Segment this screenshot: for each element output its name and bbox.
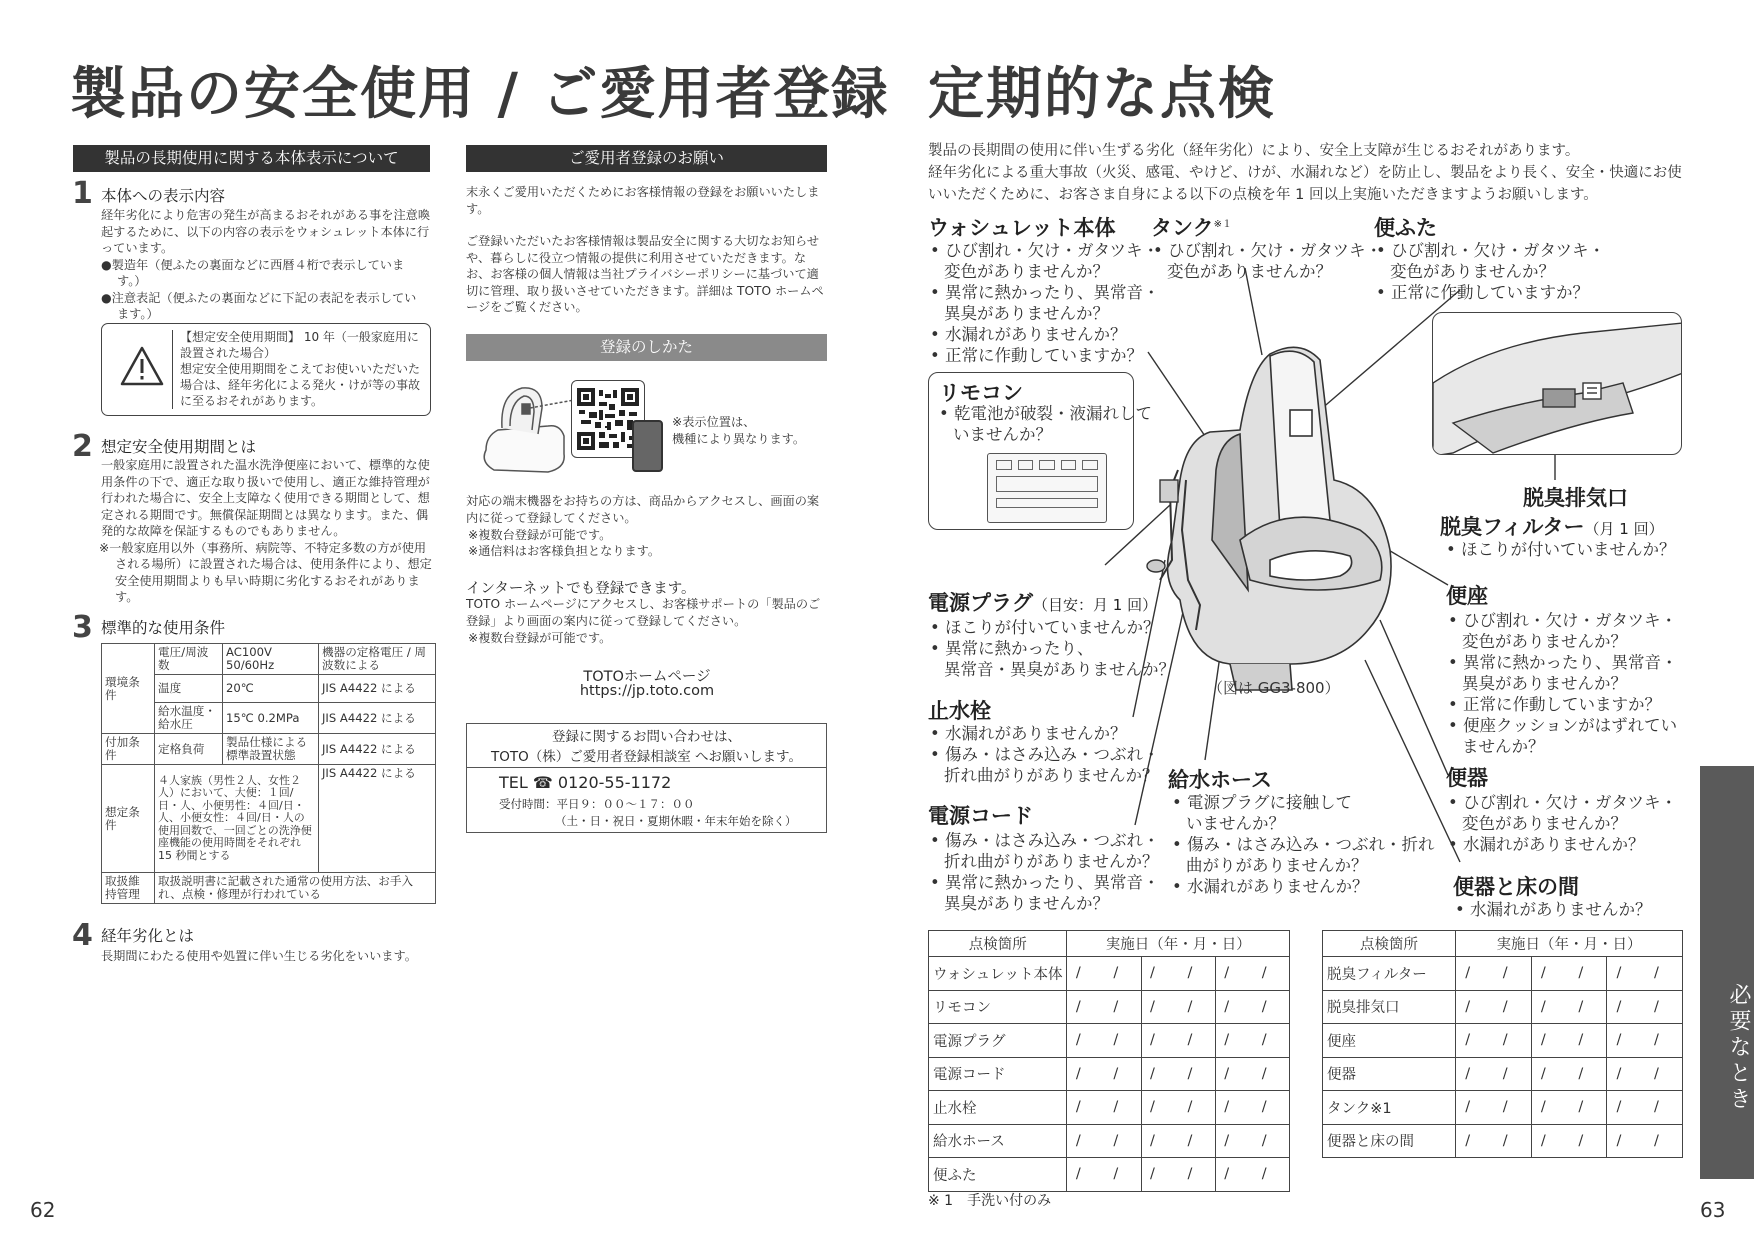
date-entry-cell[interactable]: / / [1607, 990, 1683, 1024]
seat-q4b: ませんか？ [1462, 737, 1545, 756]
table-header-row [929, 931, 1290, 957]
toilet-illustration [1120, 330, 1420, 700]
water-hose-label: 給水ホース [1168, 768, 1272, 792]
date-entry-cell[interactable]: / / [1607, 957, 1683, 991]
inspection-item: 脱臭排気口 [1323, 990, 1456, 1024]
seat-q3: • 正常に作動していますか？ [1448, 695, 1661, 714]
warning-text: 【想定安全使用期間】 10 年（一般家庭用に設置された場合） 想定安全使用期間をこえてお使いいただいた場合は、経年劣化による発火・けが等の事故に至るおそれがあります。 [180, 330, 421, 408]
bowl-label: 便器 [1446, 766, 1488, 790]
page-title-right: 定期的な点検 [928, 62, 1276, 127]
hose-q2b: 曲がりがありませんか？ [1186, 856, 1368, 875]
table-cell: JIS A4422 による [319, 675, 436, 703]
s2-body-text: 一般家庭用に設置された温水洗浄便座において、標準的な使用条件の下で、適正な取り扱いで使用し、適正な維持管理が行われた場合に、安全上支障なく使用できる期間として、想定される期間です。無償保証期間とは異なります。また、偶発的な故障を保証するものでもありません。 [101, 458, 430, 538]
inspection-item: 止水栓 [929, 1091, 1067, 1125]
toto-homepage-link[interactable]: https://jp.toto.com [579, 683, 715, 699]
s1-bullet-1: ●製造年（便ふたの裏面などに西暦４桁で表示していま す。） [101, 257, 417, 288]
plug-frequency: （目安：月 1 回） [1033, 596, 1158, 614]
washlet-q2b: 異臭がありませんか？ [944, 304, 1109, 323]
date-entry-cell[interactable]: / / [1607, 1057, 1683, 1091]
date-entry-cell[interactable]: / / [1607, 1091, 1683, 1125]
remote-q1: • 乾電池が破裂・液漏れして [939, 404, 1152, 423]
valve-q2b: 折れ曲がりがありませんか？ [944, 766, 1159, 785]
date-entry-cell[interactable]: / / [1215, 957, 1289, 991]
footnote: ※ 1 手洗い付のみ [928, 1193, 1052, 1209]
tank-label-text: タンク [1151, 216, 1214, 240]
remote-buttons [996, 460, 1098, 470]
row-group-label: 想定条件 [102, 765, 155, 873]
filter-frequency: （月 1 回） [1584, 520, 1664, 538]
col-header-place: 点検箇所 [929, 931, 1067, 957]
date-entry-cell[interactable]: / / [1141, 1024, 1215, 1058]
cord-q2: • 異常に熱かったり、異常音・ [930, 873, 1160, 892]
date-entry-cell[interactable]: / / [1067, 957, 1141, 991]
col-header-place: 点検箇所 [1323, 931, 1456, 957]
remote-box [928, 372, 1152, 530]
toto-homepage-label: TOTOホームページ [583, 669, 711, 685]
date-entry-cell[interactable]: / / [1607, 1124, 1683, 1158]
plug-q1: • ほこりが付いていませんか？ [930, 618, 1160, 637]
date-entry-cell[interactable]: / / [1067, 1057, 1141, 1091]
hose-q3: • 水漏れがありませんか？ [1172, 877, 1369, 896]
row-group-label: 環境条件 [102, 644, 155, 734]
table-cell: 製品仕様による標準設置状態 [223, 734, 319, 765]
cord-q2b: 異臭がありませんか？ [944, 894, 1109, 913]
row-group-label: 付加条件 [102, 734, 155, 765]
washlet-q1b: 変色がありませんか？ [944, 262, 1109, 281]
inspection-item: 便ふた [929, 1158, 1067, 1192]
plug-label-text: 電源プラグ [928, 591, 1033, 615]
device-access-text: 対応の端末機器をお持ちの方は、商品からアクセスし、画面の案内に従って登録してください。 [466, 494, 820, 525]
inspection-item: 給水ホース [929, 1124, 1067, 1158]
hose-q1: • 電源プラグに接触して [1172, 793, 1352, 812]
cord-q1b: 折れ曲がりがありませんか？ [944, 852, 1159, 871]
inspection-intro-2: 経年劣化による重大事故（火災、感電、やけど、けが、水漏れなど）を防止し、製品をより長く、安全・快適にお使いいただくために、お客さま自身による以下の点検を年 1 回以上実施いただきますようお願いします。 [928, 165, 1682, 203]
date-entry-cell[interactable]: / / [1456, 1124, 1532, 1158]
table-row [929, 1024, 1290, 1058]
remote-label: リモコン [939, 381, 1023, 405]
inspection-item: 電源プラグ [929, 1024, 1067, 1058]
table-row [1323, 957, 1683, 991]
date-entry-cell[interactable]: / / [1531, 1057, 1607, 1091]
date-entry-cell[interactable]: / / [1215, 1124, 1289, 1158]
filter-q1: • ほこりが付いていませんか？ [1446, 540, 1676, 559]
washlet-q2: • 異常に熱かったり、異常音・ [930, 283, 1160, 302]
inspection-intro-1: 製品の長期間の使用に伴い生ずる劣化（経年劣化）により、安全上支障が生じるおそれがあります。 [928, 143, 1580, 159]
section-title-2: 想定安全使用期間とは [101, 438, 257, 456]
washlet-q4: • 正常に作動していますか？ [930, 346, 1143, 365]
tank-q1b: 変色がありませんか？ [1167, 262, 1332, 281]
inspection-item: リモコン [929, 990, 1067, 1024]
inspection-item: 脱臭フィルター [1323, 957, 1456, 991]
table-cell: 温度 [155, 675, 223, 703]
section-title-4: 経年劣化とは [101, 927, 195, 945]
filter-label-text: 脱臭フィルター [1440, 515, 1585, 539]
table-row [929, 1091, 1290, 1125]
seat-q2: • 異常に熱かったり、異常音・ [1448, 653, 1678, 672]
valve-q1: • 水漏れがありませんか？ [930, 724, 1127, 743]
bowl-q2: • 水漏れがありませんか？ [1448, 835, 1645, 854]
hose-q1b: いませんか？ [1186, 814, 1285, 833]
tank-label [1151, 212, 1232, 242]
table-cell: ４人家族（男性２人、女性２人）において、大便：１回/日・人、小便男性：４回/日・人、小便女性：４回/日・人の使用回数で、一回ごとの洗浄便座機能の使用時間をそれぞれ 15 秒間とする [155, 765, 319, 873]
table-row [929, 1124, 1290, 1158]
bowl-q1: • ひび割れ・欠け・ガタツキ・ [1448, 793, 1677, 812]
seat-q1b: 変色がありませんか？ [1462, 632, 1627, 651]
table-header-row [1323, 931, 1683, 957]
date-entry-cell[interactable]: / / [1531, 1124, 1607, 1158]
page-number-left: 62 [30, 1198, 56, 1222]
multi-register-note: ※複数台登録が可能です。 [468, 528, 612, 542]
deodorizer-vent-label: 脱臭排気口 [1523, 486, 1628, 510]
inspection-table-right [1322, 930, 1683, 1158]
date-entry-cell[interactable]: / / [1067, 1091, 1141, 1125]
plug-q2: • 異常に熱かったり、 [930, 639, 1094, 658]
page-title-left: 製品の安全使用 / ご愛用者登録 [70, 62, 890, 127]
table-cell: JIS A4422 による [319, 703, 436, 734]
deodorizer-filter-label [1440, 511, 1664, 541]
section-title-1: 本体への表示内容 [101, 187, 226, 205]
table-cell: 定格負荷 [155, 734, 223, 765]
table-row [1323, 1091, 1683, 1125]
valve-q2: • 傷み・はさみ込み・つぶれ・ [930, 745, 1160, 764]
inspection-item: 便座 [1323, 1024, 1456, 1058]
date-entry-cell[interactable]: / / [1215, 990, 1289, 1024]
page-number-right: 63 [1700, 1198, 1726, 1222]
table-cell: JIS A4422 による [319, 734, 436, 765]
s1-body-text: 経年劣化により危害の発生が高まるおそれがある事を注意喚起するために、以下の内容の表示をウォシュレット本体に行っています。 [101, 208, 431, 255]
bowl-floor-label: 便器と床の間 [1453, 875, 1579, 899]
table-row [1323, 1124, 1683, 1158]
power-cord-label: 電源コード [928, 804, 1033, 828]
table-cell: JIS A4422 による [319, 765, 436, 873]
date-entry-cell[interactable]: / / [1531, 1024, 1607, 1058]
date-entry-cell[interactable]: / / [1456, 990, 1532, 1024]
s2-note: ※一般家庭用以外（事務所、病院等、不特定多数の方が使用される場所）に設置された場合は、使用条件により、想定安全使用期間よりも早い時期に劣化するおそれがあります。 [99, 540, 432, 604]
long-use-header: 製品の長期使用に関する本体表示について [73, 145, 430, 172]
table-row [1323, 1057, 1683, 1091]
date-entry-cell[interactable]: / / [1607, 1024, 1683, 1058]
lid-q1: • ひび割れ・欠け・ガタツキ・ [1376, 241, 1605, 260]
table-cell: 取扱説明書に記載された通常の使用方法、お手入れ、点検・修理が行われている [155, 873, 436, 904]
seat-q2b: 異臭がありませんか？ [1462, 674, 1627, 693]
table-cell: 機器の定格電圧 / 周波数による [319, 644, 436, 675]
phone-number[interactable]: TEL ☎ 0120-55-1172 [499, 773, 672, 792]
remote-control-icon [987, 453, 1107, 523]
registration-privacy: ご登録いただいたお客様情報は製品安全に関する大切なお知らせや、暮らしに役立つ情報の提供に利用させていただきます。なお、お客様の個人情報は当社プライバシーポリシーに基づいて適切に管理、取り扱いさせていただきます。詳細は TOTO ホームページをご覧ください。 [466, 234, 824, 314]
lid-label: 便ふた [1374, 216, 1437, 240]
seat-q4: • 便座クッションがはずれてい [1448, 716, 1678, 735]
table-cell: 電圧/周波数 [155, 644, 223, 675]
date-entry-cell[interactable]: / / [1456, 1024, 1532, 1058]
inspection-item: 電源コード [929, 1057, 1067, 1091]
date-entry-cell[interactable]: / / [1215, 1024, 1289, 1058]
date-entry-cell[interactable]: / / [1067, 1158, 1141, 1192]
reception-hours: 受付時間：平日９：００～１７：００ [499, 797, 695, 811]
table-row [929, 990, 1290, 1024]
model-note: （図は GG3-800） [1208, 679, 1340, 697]
inspection-table-left [928, 930, 1290, 1192]
power-plug-label [928, 587, 1157, 617]
deodorizer-inset [1432, 312, 1682, 455]
inquiry-line-2: TOTO（株）ご愛用者登録相談室 へお願いします。 [491, 749, 802, 765]
date-entry-cell[interactable]: / / [1067, 1024, 1141, 1058]
how-to-register-header: 登録のしかた [466, 334, 827, 361]
date-entry-cell[interactable]: / / [1141, 1158, 1215, 1192]
table-row [929, 1158, 1290, 1192]
date-entry-cell[interactable]: / / [1067, 990, 1141, 1024]
date-entry-cell[interactable]: / / [1141, 1124, 1215, 1158]
inspection-item: 便器 [1323, 1057, 1456, 1091]
washlet-q3: • 水漏れがありませんか？ [930, 325, 1127, 344]
table-cell: 給水温度・給水圧 [155, 703, 223, 734]
inquiry-line-1: 登録に関するお問い合わせは、 [552, 729, 741, 745]
date-entry-cell[interactable]: / / [1531, 1091, 1607, 1125]
section-number-4: 4 [72, 918, 93, 953]
tank-q1: • ひび割れ・欠け・ガタツキ・ [1153, 241, 1382, 260]
date-entry-cell[interactable]: / / [1456, 1057, 1532, 1091]
date-entry-cell[interactable]: / / [1141, 1091, 1215, 1125]
floor-q1: • 水漏れがありませんか？ [1455, 900, 1652, 919]
washlet-body-label: ウォシュレット本体 [928, 216, 1116, 240]
date-entry-cell[interactable]: / / [1141, 1057, 1215, 1091]
bowl-q1b: 変色がありませんか？ [1462, 814, 1627, 833]
row-group-label: 取扱維持管理 [102, 873, 155, 904]
date-entry-cell[interactable]: / / [1531, 957, 1607, 991]
date-entry-cell[interactable]: / / [1141, 957, 1215, 991]
inspection-item: 便器と床の間 [1323, 1124, 1456, 1158]
plug-q2b: 異常音・異臭がありませんか？ [944, 660, 1175, 679]
reception-holidays: （土・日・祝日・夏期休暇・年末年始を除く） [555, 814, 797, 828]
table-cell: 15℃ 0.2MPa [223, 703, 319, 734]
internet-register-title: インターネットでも登録できます。 [466, 581, 696, 597]
tank-footnote-mark: ※１ [1213, 219, 1232, 230]
table-cell: 20℃ [223, 675, 319, 703]
section-title-3: 標準的な使用条件 [101, 619, 226, 637]
date-entry-cell[interactable]: / / [1531, 990, 1607, 1024]
deodorizer-detail-illustration [1433, 313, 1682, 455]
table-row [1323, 1024, 1683, 1058]
communication-fee-note: ※通信料はお客様負担となります。 [468, 544, 661, 558]
table-row [1323, 990, 1683, 1024]
date-entry-cell[interactable]: / / [1215, 1057, 1289, 1091]
registration-header: ご愛用者登録のお願い [466, 145, 827, 172]
inspection-item: タンク※1 [1323, 1091, 1456, 1125]
s1-bullet-2: ●注意表記（便ふたの裏面などに下記の表記を表示してい ます。） [101, 290, 429, 321]
display-position-note: ※表示位置は、 機種により異なります。 [672, 415, 806, 446]
multi-register-note-2: ※複数台登録が可能です。 [468, 631, 612, 645]
section-number-2: 2 [72, 429, 93, 464]
date-entry-cell[interactable]: / / [1215, 1091, 1289, 1125]
inspection-item: ウォシュレット本体 [929, 957, 1067, 991]
seat-q1: • ひび割れ・欠け・ガタツキ・ [1448, 611, 1677, 630]
col-header-date: 実施日（年・月・日） [1067, 931, 1290, 957]
section-number-1: 1 [72, 176, 93, 211]
cord-q1: • 傷み・はさみ込み・つぶれ・ [930, 831, 1160, 850]
date-entry-cell[interactable]: / / [1456, 1091, 1532, 1125]
section-4-body: 長期間にわたる使用や処置に伴い生じる劣化をいいます。 [101, 949, 417, 963]
remote-q1b: いませんか？ [953, 425, 1052, 444]
side-index-tab[interactable]: 必要なとき [1700, 766, 1754, 1179]
internet-register-text: TOTO ホームページにアクセスし、お客様サポートの「製品のご登録」より画面の案内に従って登録してください。 [466, 597, 821, 628]
date-entry-cell[interactable]: / / [1456, 957, 1532, 991]
lid-q1b: 変色がありませんか？ [1390, 262, 1555, 281]
date-entry-cell[interactable]: / / [1141, 990, 1215, 1024]
lid-q2: • 正常に作動していますか？ [1376, 283, 1589, 302]
registration-intro: 末永くご愛用いただくためにお客様情報の登録をお願いいたします。 [466, 185, 820, 216]
col-header-date: 実施日（年・月・日） [1456, 931, 1683, 957]
section-number-3: 3 [72, 610, 93, 645]
table-row [929, 957, 1290, 991]
stop-valve-label: 止水栓 [928, 699, 991, 723]
date-entry-cell[interactable]: / / [1067, 1124, 1141, 1158]
date-entry-cell[interactable]: / / [1215, 1158, 1289, 1192]
seat-label: 便座 [1446, 584, 1488, 608]
hose-q2: • 傷み・はさみ込み・つぶれ・折れ [1172, 835, 1435, 854]
table-row [929, 1057, 1290, 1091]
table-cell: AC100V 50/60Hz [223, 644, 319, 675]
washlet-q1: • ひび割れ・欠け・ガタツキ・ [930, 241, 1159, 260]
